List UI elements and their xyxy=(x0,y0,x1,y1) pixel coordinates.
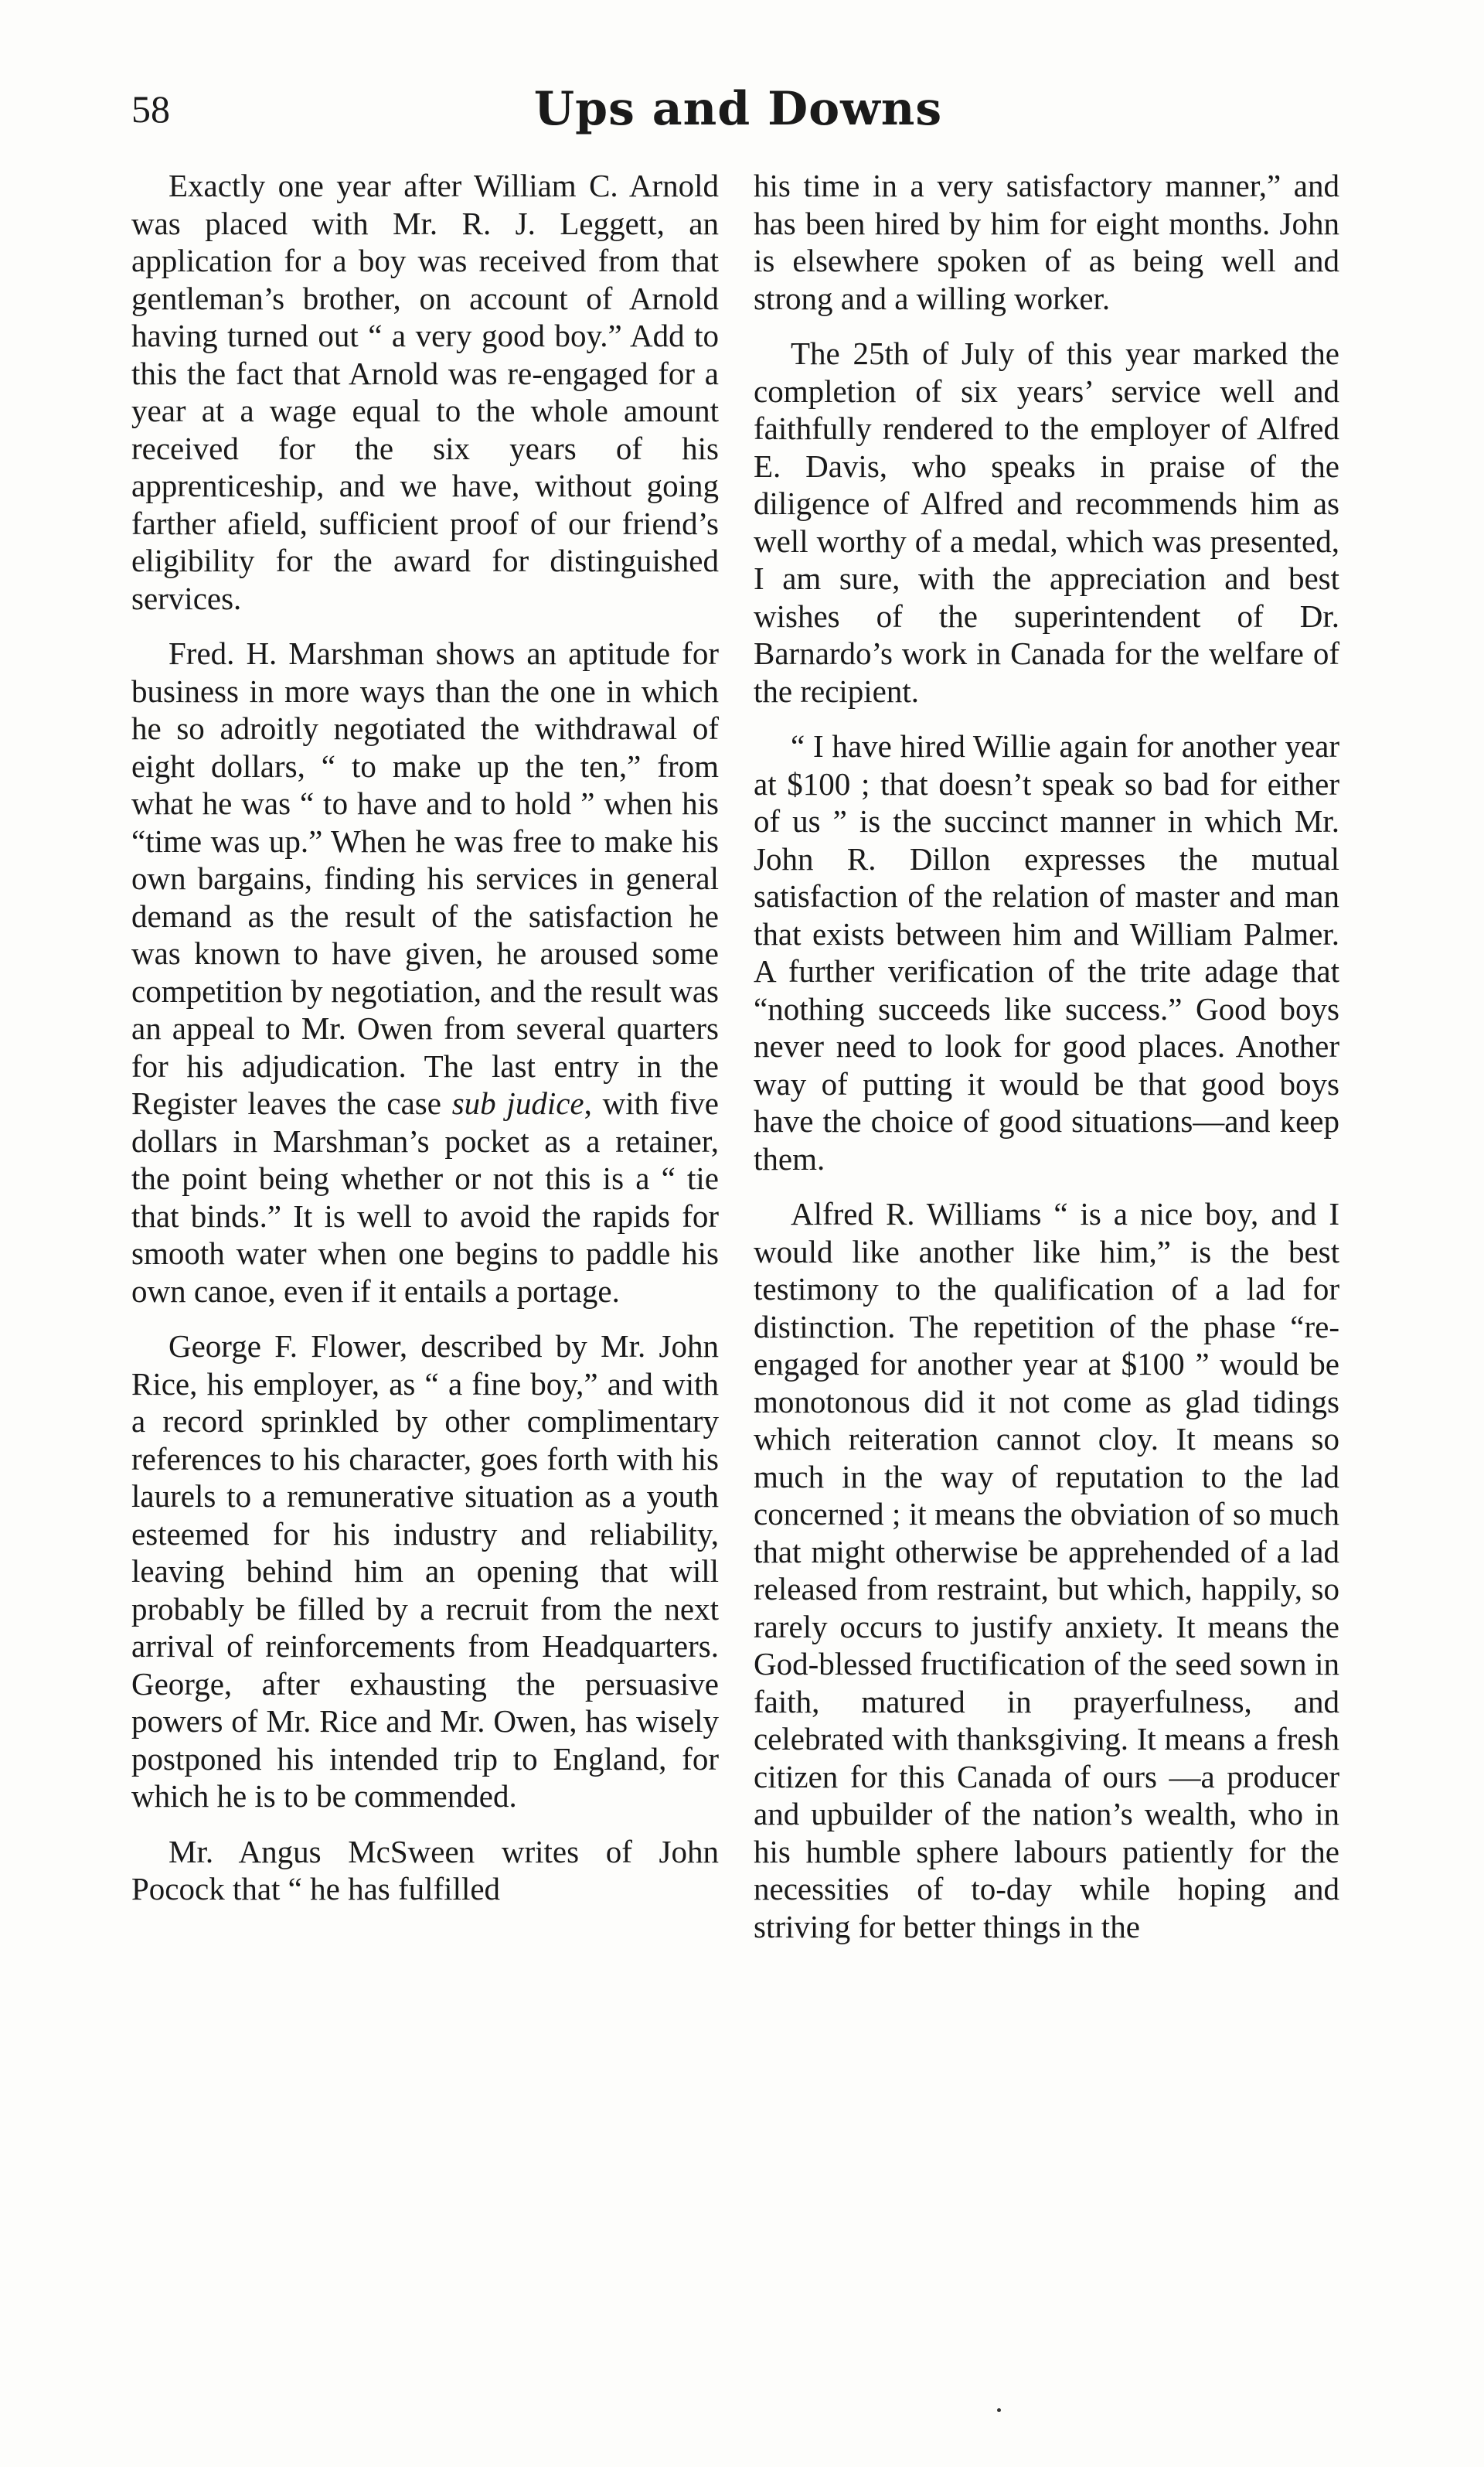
paragraph-marshman-rest: , with five dollars in Marshman’s pocket as a retainer, the point being whether or not this is a “ tie that binds.” It is well to avoid the rapids for smooth water when one begins to paddle his own canoe, even if it entails a portage. xyxy=(131,1085,719,1309)
paragraph-williams: Alfred R. Williams “ is a nice boy, and I would like another like him,” is the best testimony to the qualification of a lad for distinction. The repetition of the phase “re-engaged for another year at $100 ” would be monotonous did it not come as glad tidings which reiteration cannot cloy. It means so much in the way of reputation to the lad concerned ; it means the obviation of so much that might otherwise be apprehended of a lad released from restraint, but which, happily, so rarely occurs to justify anxiety. It means the God-blessed fructification of the seed sown in faith, matured in prayerfulness, and celebrated with thanksgiving. It means a fresh citizen for this Canada of ours —a producer and upbuilder of the nation’s wealth, who in his humble sphere labours patiently for the necessities of to-day while hoping and striving for better things in the xyxy=(754,1196,1339,1944)
paragraph-pocock-start: Mr. Angus McSween writes of John Pocock that “ he has fulfilled xyxy=(131,1833,719,1906)
running-title: Ups and Downs xyxy=(533,82,943,136)
paragraph-marshman-text: Fred. H. Marshman shows an aptitude for business in more ways than the one in which he so adroitly negotiated the withdrawal of eight dollars, “ to make up the ten,” from what he was “ to have and to hold ” when his “time was up.” When he was free to make his own bargains, finding his services in general demand as the result of the satisfaction he was known to have given, he aroused some competition by negotiation, and the result was an appeal to Mr. Owen from several quarters for his adjudication. The last entry in the Register leaves the case xyxy=(131,635,719,1121)
paragraph-marshman xyxy=(131,635,719,1310)
page-number: 58 xyxy=(131,87,170,131)
paragraph-arnold: Exactly one year after William C. Arnold was placed with Mr. R. J. Leggett, an application for a boy was received from that gentleman’s brother, on account of Arnold having turned out “ a very good boy.” Add to this the fact that Arnold was re-engaged for a year at a wage equal to the whole amount received for the six years of his apprenticeship, and we have, without going farther afield, sufficient proof of our friend’s eligibility for the award for distinguished services. xyxy=(131,168,719,616)
page-header xyxy=(131,74,1345,144)
print-speck xyxy=(997,2408,1001,2412)
paragraph-flower: George F. Flower, described by Mr. John Rice, his employer, as “ a fine boy,” and with a record sprinkled by other complimentary references to his character, goes forth with his laurels to a remunerative situation as a youth esteemed for his industry and reliability, leaving behind him an opening that will probably be filled by a recruit from the next arrival of reinforcements from Headquarters. George, after exhausting the persuasive powers of Mr. Rice and Mr. Owen, has wisely postponed his intended trip to England, for which he is to be commended. xyxy=(131,1328,719,1814)
paragraph-marshman-italic: sub judice xyxy=(451,1085,584,1121)
paragraph-pocock-continued: his time in a very satisfactory manner,” and has been hired by him for eight months. John is elsewhere spoken of as being well and strong and a willing worker. xyxy=(754,168,1339,316)
right-column xyxy=(754,167,1339,1963)
paragraph-palmer: “ I have hired Willie again for another year at $100 ; that doesn’t speak so bad for either of us ” is the succinct manner in which Mr. John R. Dillon expresses the mutual satisfaction of the relation of master and man that exists between him and William Palmer. A further verification of the trite adage that “nothing succeeds like success.” Good boys never need to look for good places. Another way of putting it would be that good boys have the choice of good situations—and keep them. xyxy=(754,728,1339,1177)
paragraph-davis: The 25th of July of this year marked the completion of six years’ service well and faithfully rendered to the employer of Alfred E. Davis, who speaks in praise of the diligence of Alfred and recommends him as well worthy of a medal, which was presented, I am sure, with the appreciation and best wishes of the superintendent of Dr. Barnardo’s work in Canada for the welfare of the recipient. xyxy=(754,336,1339,709)
left-column xyxy=(131,167,719,1926)
